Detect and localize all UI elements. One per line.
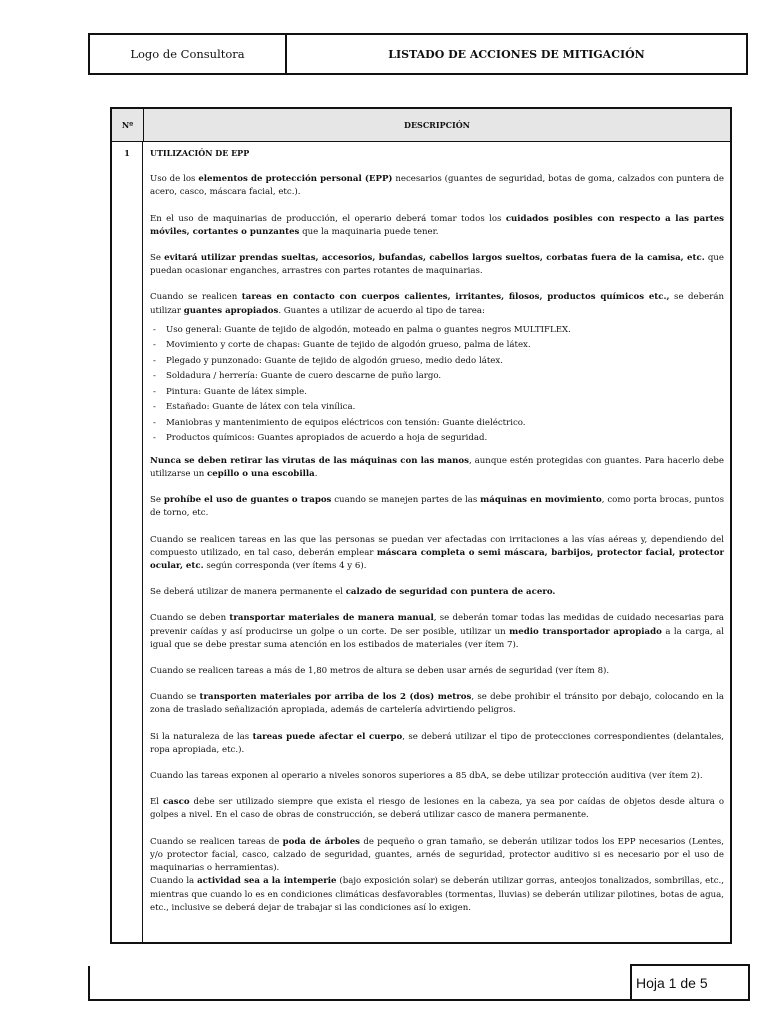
paragraph-outdoor-work: Cuando la actividad sea a la intemperie (bajo exposición solar) se deberán utilizar gorras, anteojos tonalizados, sombrillas, etc., mientras que cuando lo es en condiciones climáticas desfavorables (tormentas, lluvias) se deberán utilizar pilotines, botas de agua, etc., inclusive se deberá dejar de trabajar si las condiciones así lo exigen. bbox=[150, 876, 725, 913]
actions-table bbox=[110, 107, 732, 944]
paragraph-loose-clothing: Se evitará utilizar prendas sueltas, accesorios, bufandas, cabellos largos sueltos, corbatas fuera de la camisa, etc. que puedan ocasionar enganches, arrastres con partes rotantes de maquinarias. bbox=[150, 253, 724, 277]
paragraph-machinery-care: En el uso de maquinarias de producción, el operario deberá tomar todos los cuidados posibles con respecto a las partes móviles, cortantes o punzantes que la maquinaria puede tener. bbox=[150, 213, 724, 237]
paragraph-gloves-intro: Cuando se realicen tareas en contacto con cuerpos calientes, irritantes, filosos, productos químicos etc., se deberán utilizar guantes apropiados. Guantes a utilizar de acuerdo al tipo de tarea: bbox=[150, 292, 724, 316]
paragraph-epp-usage: Uso de los elementos de protección personal (EPP) necesarios (guantes de seguridad, botas de goma, calzados con puntera de acero, casco, máscara facial, etc.). bbox=[150, 174, 725, 198]
section-title: UTILIZACIÓN DE EPP bbox=[150, 148, 250, 158]
list-item: - Productos químicos: Guantes apropiados de acuerdo a hoja de seguridad. bbox=[153, 433, 488, 444]
paragraph-chips-removal: Nunca se deben retirar las virutas de las máquinas con las manos, aunque estén protegidas con guantes. Para hacerlo debe utilizarse un cepillo o una escobilla. bbox=[150, 455, 724, 480]
list-item: - Pintura: Guante de látex simple. bbox=[153, 386, 307, 397]
document-title: LISTADO DE ACCIONES DE MITIGACIÓN bbox=[388, 47, 645, 61]
paragraph-helmet: El casco debe ser utilizado siempre que exista el riesgo de lesiones en la cabeza, ya sea por caídas de objetos desde altura o golpes a nivel. En el caso de obras de construcción, se deberá utilizar casco de manera permanente. bbox=[150, 797, 724, 821]
list-item: - Plegado y punzonado: Guante de tejido de algodón grueso, medio dedo látex. bbox=[153, 355, 503, 366]
paragraph-body-protection: Si la naturaleza de las tareas puede afectar el cuerpo, se deberá utilizar el tipo de protecciones correspondientes (delantales, ropa apropiada, etc.). bbox=[150, 731, 724, 755]
list-item: - Uso general: Guante de tejido de algodón, moteado en palma o guantes negros MULTIFLEX. bbox=[153, 324, 571, 335]
paragraph-height-work: Cuando se realicen tareas a más de 1,80 metros de altura se deben usar arnés de seguridad (ver ítem 8). bbox=[150, 666, 610, 677]
paragraph-hearing-protection: Cuando las tareas exponen al operario a niveles sonoros superiores a 85 dbA, se debe utilizar protección auditiva (ver ítem 2). bbox=[150, 771, 703, 782]
paragraph-manual-transport: Cuando se deben transportar materiales de manera manual, se deberán tomar todas las medidas de cuidado necesarias para prevenir caídas y así producirse un golpe o un corte. De ser posible, utilizar un medio transportador apropiado a la carga, al igual que se debe prestar suma atención en los estibados de materiales (ver ítem 7). bbox=[150, 613, 725, 650]
list-item: - Soldadura / herrería: Guante de cuero descarne de puño largo. bbox=[153, 371, 442, 382]
page-number: Hoja 1 de 5 bbox=[630, 964, 750, 1001]
list-item: - Maniobras y mantenimiento de equipos eléctricos con tensión: Guante dieléctrico. bbox=[153, 417, 526, 428]
list-item: - Estañado: Guante de látex con tela vinílica. bbox=[153, 402, 356, 413]
document-header bbox=[88, 33, 748, 75]
paragraph-overhead-transport: Cuando se transporten materiales por arriba de los 2 (dos) metros, se debe prohibir el tránsito por debajo, colocando en la zona de traslado señalización apropiada, además de cartelería advirtiendo peligros. bbox=[150, 692, 724, 716]
paragraph-respiratory-protection: Cuando se realicen tareas en las que las personas se puedan ver afectadas con irritaciones a las vías aéreas y, dependiendo del compuesto utilizado, en tal caso, deberán emplear máscara completa o semi máscara, barbijos, protector facial, protector ocular, etc. según corresponda (ver ítems 4 y 6). bbox=[150, 534, 724, 572]
glove-types-list bbox=[150, 323, 724, 447]
paragraph-safety-footwear: Se deberá utilizar de manera permanente el calzado de seguridad con puntera de acero. bbox=[150, 587, 556, 598]
column-header-number: Nº bbox=[112, 109, 144, 141]
paragraph-tree-pruning: Cuando se realicen tareas de poda de árboles de pequeño o gran tamaño, se deberán utilizar todos los EPP necesarios (Lentes, y/o protector facial, casco, calzado de seguridad, guantes, arnés de seguridad, protector auditivo si es necesario por el uso de maquinarias o herramientas). bbox=[150, 836, 724, 874]
column-header-description: DESCRIPCIÓN bbox=[404, 120, 470, 130]
footer-left-border bbox=[88, 966, 90, 1001]
table-header-row bbox=[112, 109, 730, 142]
consultancy-logo-placeholder: Logo de Consultora bbox=[90, 35, 287, 73]
table-row bbox=[112, 142, 730, 944]
list-item: - Movimiento y corte de chapas: Guante de tejido de algodón grueso, palma de látex. bbox=[153, 340, 531, 351]
row-number: 1 bbox=[112, 142, 143, 944]
row-description bbox=[143, 142, 730, 944]
paragraph-gloves-prohibited: Se prohíbe el uso de guantes o trapos cuando se manejen partes de las máquinas en movimiento, como porta brocas, puntos de torno, etc. bbox=[150, 495, 724, 519]
